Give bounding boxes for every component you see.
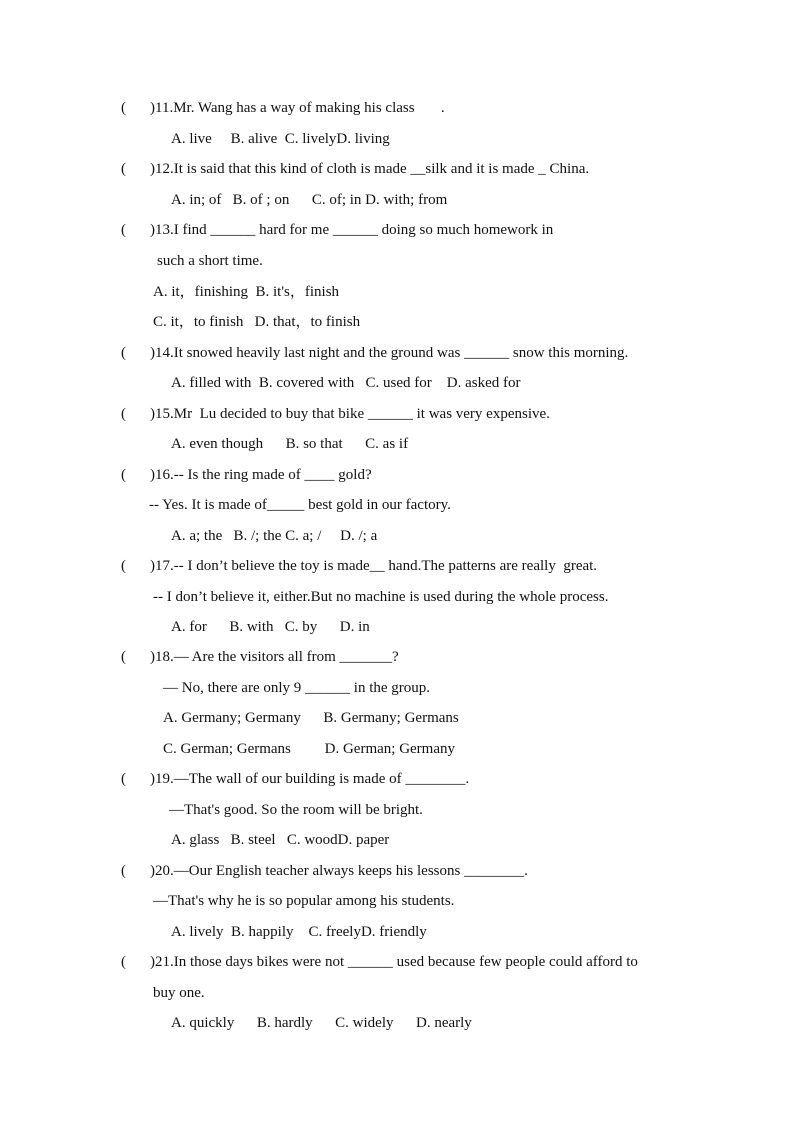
answer-paren-18: ( [121,649,126,665]
question-11-options: A. live B. alive C. livelyD. living [171,131,390,147]
question-12-options: A. in; of B. of ; on C. of; in D. with; from [171,192,448,208]
question-13-options-row-2: C. it，to finish D. that，to finish [153,314,361,330]
question-17-stem-reply: -- I don’t believe it, either.But no machine is used during the whole process. [153,589,609,605]
question-16-options: A. a; the B. /; the C. a; / D. /; a [171,528,378,544]
answer-paren-15: ( [121,406,126,422]
question-11-stem: )11.Mr. Wang has a way of making his class . [150,100,445,116]
question-18-options-row-2: C. German; Germans D. German; Germany [163,741,456,757]
question-13-stem: )13.I find ______ hard for me ______ doing so much homework in [150,222,554,238]
answer-paren-11: ( [121,100,126,116]
question-14-options: A. filled with B. covered with C. used for D. asked for [171,375,521,391]
answer-paren-20: ( [121,863,126,879]
question-13-stem-continued: such a short time. [157,253,263,269]
question-19-options: A. glass B. steel C. woodD. paper [171,832,390,848]
question-19-stem: )19.—The wall of our building is made of ________. [150,771,470,787]
question-16-stem: )16.-- Is the ring made of ____ gold? [150,467,372,483]
question-21-options: A. quickly B. hardly C. widely D. nearly [171,1015,472,1031]
question-20-stem-reply: —That's why he is so popular among his students. [153,893,455,909]
question-20-stem: )20.—Our English teacher always keeps his lessons ________. [150,863,528,879]
question-19-stem-reply: —That's good. So the room will be bright. [169,802,423,818]
question-15-options: A. even though B. so that C. as if [171,436,409,452]
question-16-stem-reply: -- Yes. It is made of_____ best gold in our factory. [149,497,451,513]
answer-paren-14: ( [121,345,126,361]
question-14-stem: )14.It snowed heavily last night and the ground was ______ snow this morning. [150,345,629,361]
question-15-stem: )15.Mr Lu decided to buy that bike ______ it was very expensive. [150,406,550,422]
question-18-stem: )18.— Are the visitors all from _______? [150,649,399,665]
question-21-stem: )21.In those days bikes were not ______ used because few people could afford to [150,954,638,970]
question-13-options-row-1: A. it，finishing B. it's，finish [153,284,340,300]
answer-paren-12: ( [121,161,126,177]
question-18-options-row-1: A. Germany; Germany B. Germany; Germans [163,710,459,726]
answer-paren-21: ( [121,954,126,970]
question-21-stem-continued: buy one. [153,985,205,1001]
question-18-stem-reply: — No, there are only 9 ______ in the group. [163,680,431,696]
answer-paren-13: ( [121,222,126,238]
answer-paren-19: ( [121,771,126,787]
answer-paren-16: ( [121,467,126,483]
question-17-options: A. for B. with C. by D. in [171,619,370,635]
question-20-options: A. lively B. happily C. freelyD. friendly [171,924,427,940]
question-12-stem: )12.It is said that this kind of cloth is made __silk and it is made _ China. [150,161,590,177]
question-17-stem: )17.-- I don’t believe the toy is made__ hand.The patterns are really great. [150,558,598,574]
answer-paren-17: ( [121,558,126,574]
